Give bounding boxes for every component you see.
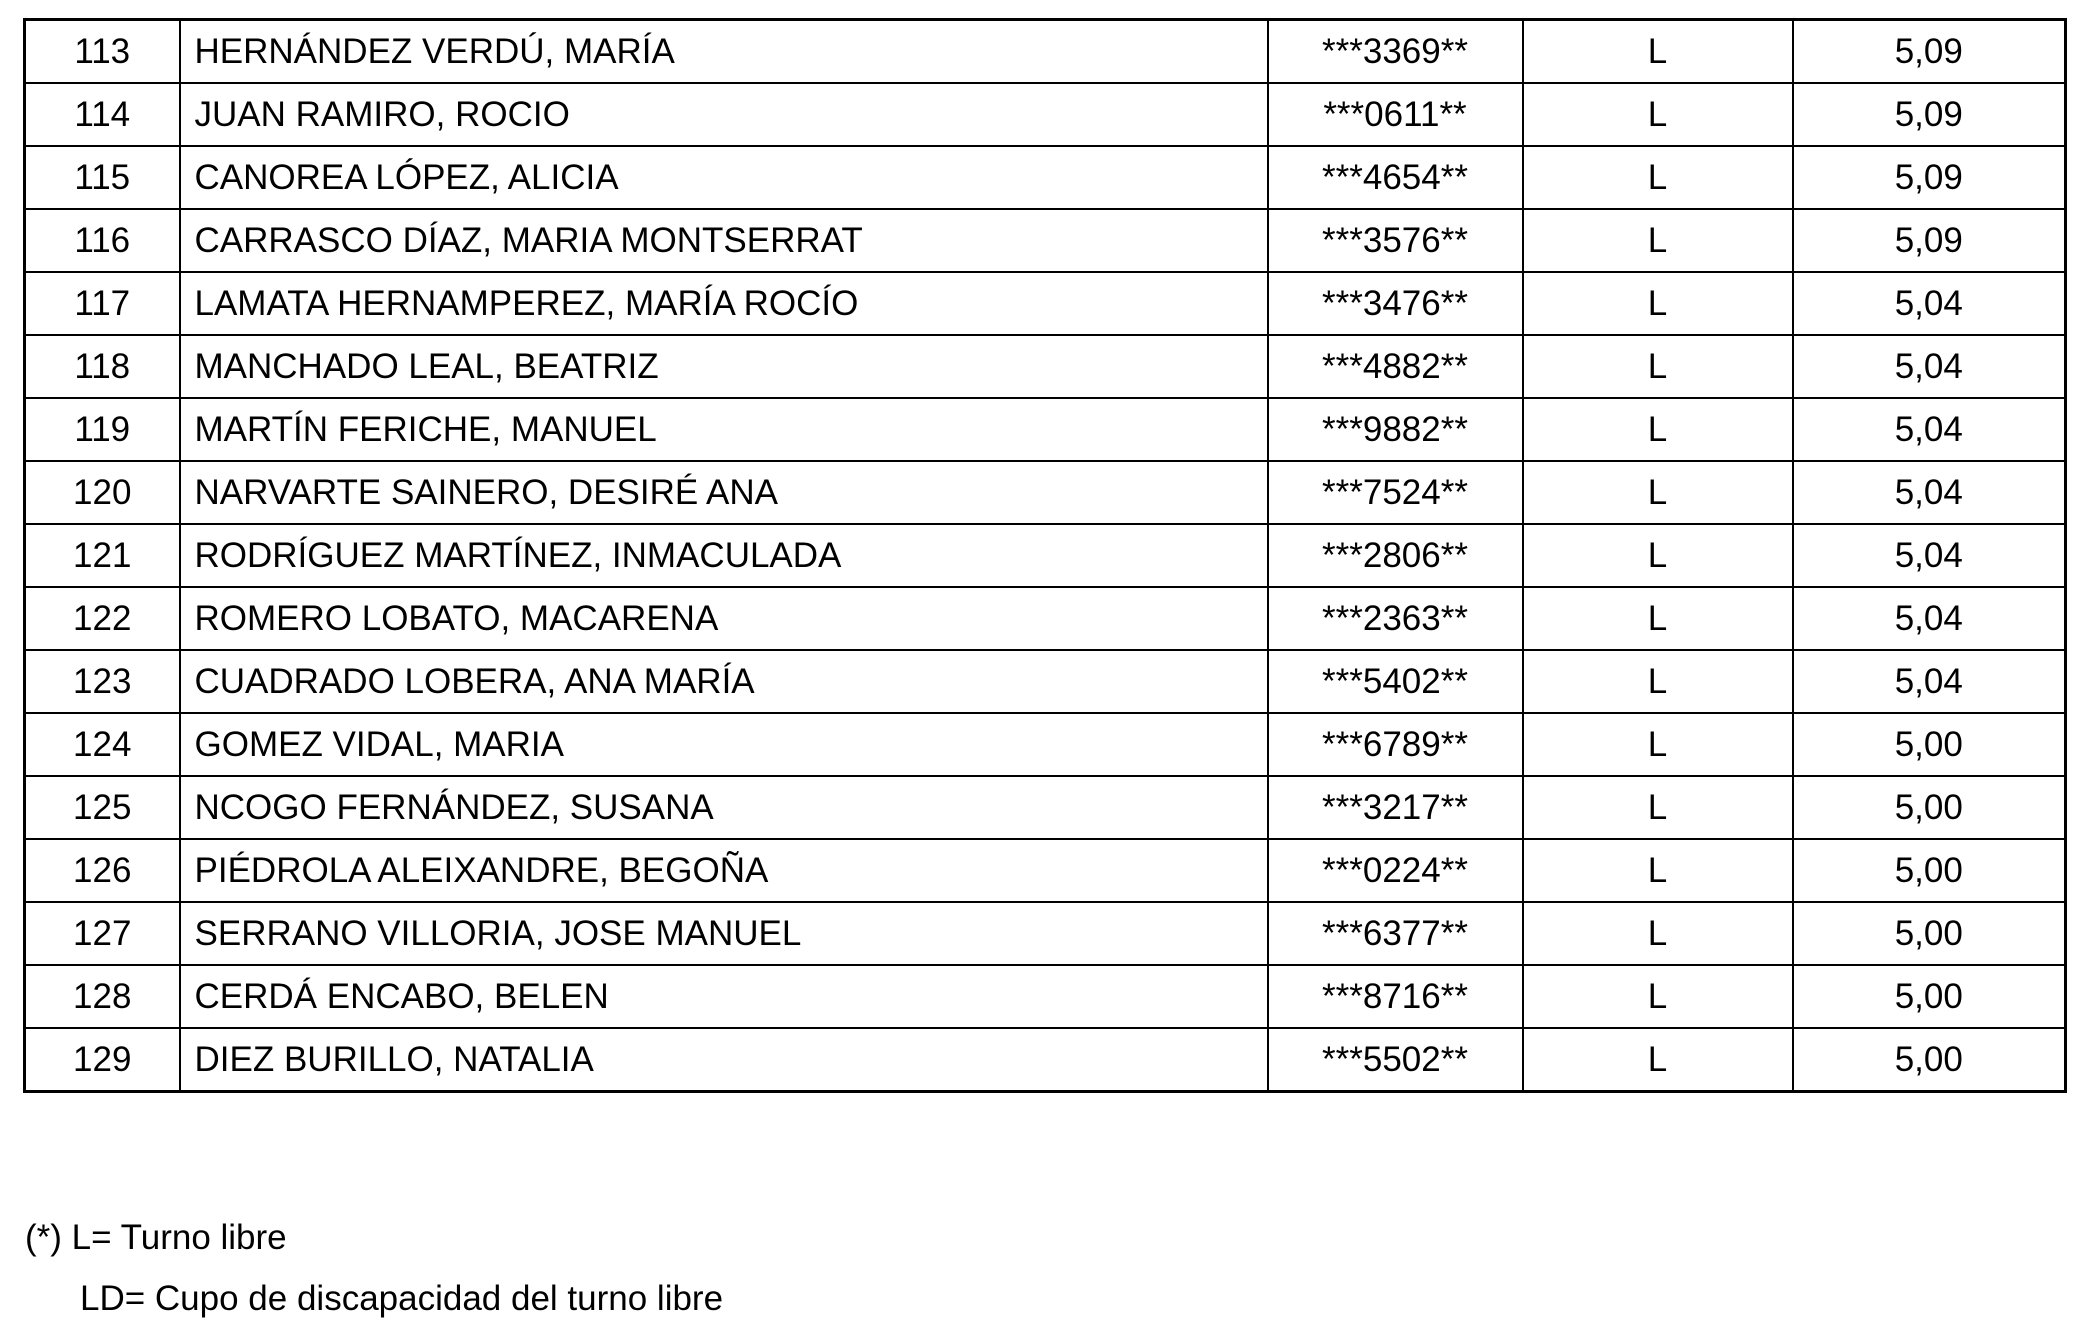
score-cell: 5,09 [1793,20,2066,84]
results-table-body [25,20,2066,1092]
row-number-cell: 114 [25,83,180,146]
masked-id-cell: ***5402** [1268,650,1523,713]
table-row [25,965,2066,1028]
table-row [25,902,2066,965]
score-cell: 5,04 [1793,272,2066,335]
turn-type-cell: L [1523,524,1793,587]
row-number-cell: 121 [25,524,180,587]
turn-type-cell: L [1523,713,1793,776]
turn-type-cell: L [1523,335,1793,398]
row-number-cell: 123 [25,650,180,713]
turn-type-cell: L [1523,587,1793,650]
table-row [25,650,2066,713]
masked-id-cell: ***0224** [1268,839,1523,902]
score-cell: 5,09 [1793,209,2066,272]
row-number-cell: 128 [25,965,180,1028]
masked-id-cell: ***3576** [1268,209,1523,272]
row-number-cell: 126 [25,839,180,902]
row-number-cell: 117 [25,272,180,335]
turn-type-cell: L [1523,209,1793,272]
legend-turno-libre: (*) L= Turno libre [25,1218,287,1257]
candidate-name-cell: MARTÍN FERICHE, MANUEL [180,398,1268,461]
score-cell: 5,09 [1793,146,2066,209]
score-cell: 5,00 [1793,902,2066,965]
table-row [25,335,2066,398]
masked-id-cell: ***6377** [1268,902,1523,965]
turn-type-cell: L [1523,965,1793,1028]
score-cell: 5,00 [1793,1028,2066,1092]
row-number-cell: 122 [25,587,180,650]
turn-type-cell: L [1523,461,1793,524]
masked-id-cell: ***9882** [1268,398,1523,461]
row-number-cell: 125 [25,776,180,839]
row-number-cell: 116 [25,209,180,272]
table-row [25,713,2066,776]
row-number-cell: 115 [25,146,180,209]
score-cell: 5,04 [1793,587,2066,650]
turn-type-cell: L [1523,272,1793,335]
masked-id-cell: ***2363** [1268,587,1523,650]
table-row [25,146,2066,209]
score-cell: 5,04 [1793,524,2066,587]
table-row [25,524,2066,587]
row-number-cell: 124 [25,713,180,776]
candidate-name-cell: CANOREA LÓPEZ, ALICIA [180,146,1268,209]
score-cell: 5,00 [1793,776,2066,839]
masked-id-cell: ***5502** [1268,1028,1523,1092]
score-cell: 5,04 [1793,650,2066,713]
score-cell: 5,04 [1793,461,2066,524]
candidate-name-cell: MANCHADO LEAL, BEATRIZ [180,335,1268,398]
score-cell: 5,00 [1793,965,2066,1028]
candidate-name-cell: GOMEZ VIDAL, MARIA [180,713,1268,776]
masked-id-cell: ***4882** [1268,335,1523,398]
turn-type-cell: L [1523,398,1793,461]
masked-id-cell: ***2806** [1268,524,1523,587]
masked-id-cell: ***3217** [1268,776,1523,839]
score-cell: 5,04 [1793,398,2066,461]
row-number-cell: 129 [25,1028,180,1092]
masked-id-cell: ***4654** [1268,146,1523,209]
results-table [23,18,2067,1093]
table-row [25,272,2066,335]
masked-id-cell: ***3476** [1268,272,1523,335]
table-row [25,83,2066,146]
table-row [25,398,2066,461]
turn-type-cell: L [1523,650,1793,713]
turn-type-cell: L [1523,902,1793,965]
table-row [25,461,2066,524]
masked-id-cell: ***0611** [1268,83,1523,146]
row-number-cell: 113 [25,20,180,84]
candidate-name-cell: CUADRADO LOBERA, ANA MARÍA [180,650,1268,713]
row-number-cell: 127 [25,902,180,965]
turn-type-cell: L [1523,146,1793,209]
row-number-cell: 119 [25,398,180,461]
candidate-name-cell: ROMERO LOBATO, MACARENA [180,587,1268,650]
candidate-name-cell: HERNÁNDEZ VERDÚ, MARÍA [180,20,1268,84]
masked-id-cell: ***6789** [1268,713,1523,776]
masked-id-cell: ***7524** [1268,461,1523,524]
candidate-name-cell: NARVARTE SAINERO, DESIRÉ ANA [180,461,1268,524]
table-row [25,20,2066,84]
turn-type-cell: L [1523,1028,1793,1092]
candidate-name-cell: LAMATA HERNAMPEREZ, MARÍA ROCÍO [180,272,1268,335]
table-row [25,209,2066,272]
table-row [25,1028,2066,1092]
legend-cupo-discapacidad: LD= Cupo de discapacidad del turno libre [80,1279,724,1318]
row-number-cell: 120 [25,461,180,524]
turn-type-cell: L [1523,83,1793,146]
candidate-name-cell: RODRÍGUEZ MARTÍNEZ, INMACULADA [180,524,1268,587]
turn-type-cell: L [1523,839,1793,902]
candidate-name-cell: PIÉDROLA ALEIXANDRE, BEGOÑA [180,839,1268,902]
candidate-name-cell: CERDÁ ENCABO, BELEN [180,965,1268,1028]
table-row [25,587,2066,650]
candidate-name-cell: DIEZ BURILLO, NATALIA [180,1028,1268,1092]
score-cell: 5,00 [1793,839,2066,902]
candidate-name-cell: SERRANO VILLORIA, JOSE MANUEL [180,902,1268,965]
masked-id-cell: ***3369** [1268,20,1523,84]
turn-type-cell: L [1523,20,1793,84]
row-number-cell: 118 [25,335,180,398]
turn-type-cell: L [1523,776,1793,839]
candidate-name-cell: JUAN RAMIRO, ROCIO [180,83,1268,146]
score-cell: 5,00 [1793,713,2066,776]
candidate-name-cell: CARRASCO DÍAZ, MARIA MONTSERRAT [180,209,1268,272]
score-cell: 5,09 [1793,83,2066,146]
masked-id-cell: ***8716** [1268,965,1523,1028]
candidate-name-cell: NCOGO FERNÁNDEZ, SUSANA [180,776,1268,839]
table-row [25,776,2066,839]
table-row [25,839,2066,902]
score-cell: 5,04 [1793,335,2066,398]
